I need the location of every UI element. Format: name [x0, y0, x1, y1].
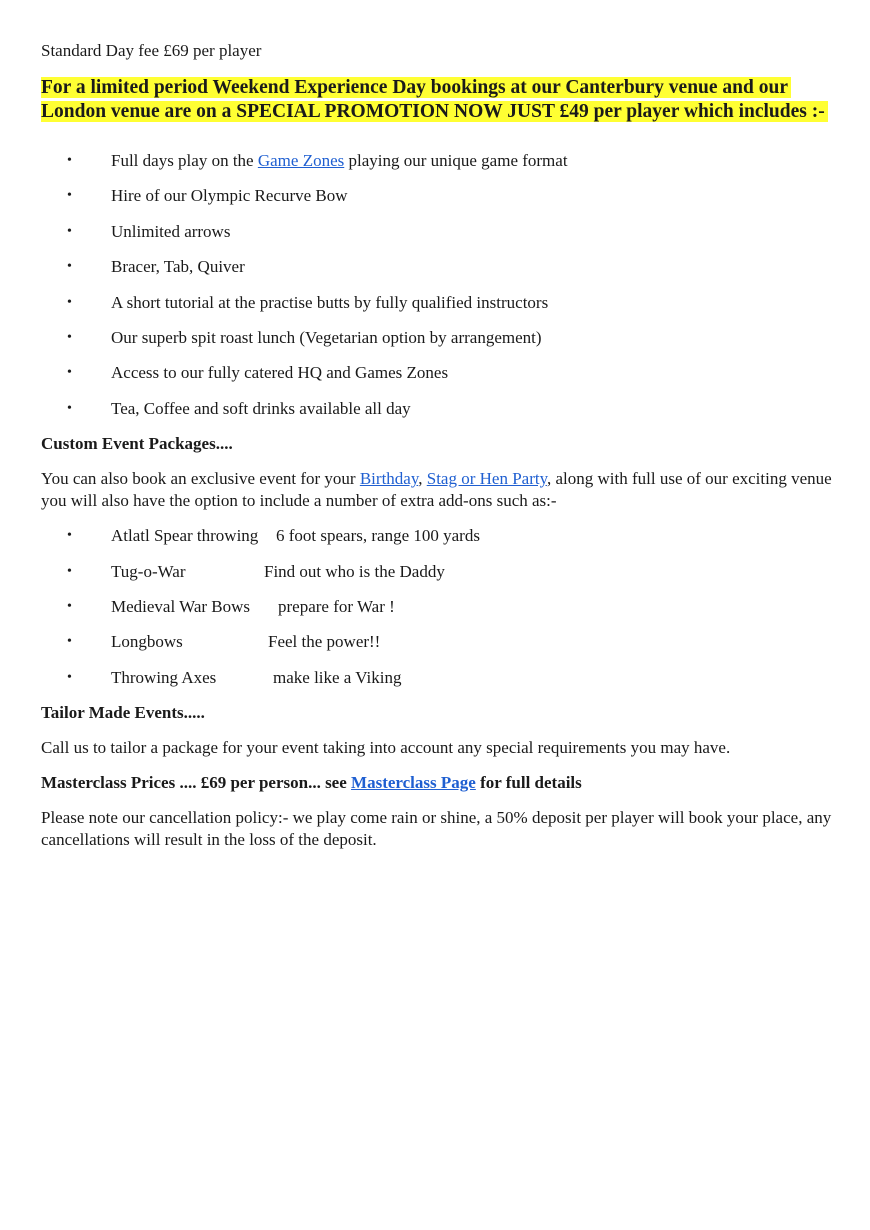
bullet-icon: •	[67, 188, 72, 204]
custom-text: , along with full use of our exciting venue you will also have the option to include a number of extra add-ons such as:-	[41, 469, 832, 511]
custom-text: You can also book an exclusive event for your	[41, 469, 360, 489]
included-item-text: Our superb spit roast lunch (Vegetarian option by arrangement)	[111, 327, 542, 347]
included-item-text: Full days play on the	[111, 151, 258, 170]
list-item	[41, 221, 841, 256]
bullet-icon: •	[67, 528, 72, 544]
addon-name: Throwing Axes	[111, 667, 217, 687]
addon-name: Tug-o-War	[111, 561, 186, 581]
addon-name: Longbows	[111, 632, 183, 652]
bullet-icon: •	[67, 669, 72, 685]
list-item	[41, 150, 841, 185]
included-item-text: A short tutorial at the practise butts by fully qualified instructors	[111, 292, 549, 312]
bullet-icon: •	[67, 400, 72, 416]
masterclass-line	[41, 772, 841, 794]
included-item-text: playing our unique game format	[344, 151, 568, 170]
addon-desc: prepare for War !	[278, 596, 395, 616]
included-item-text: Tea, Coffee and soft drinks available all day	[111, 398, 411, 418]
addon-desc: make like a Viking	[273, 667, 402, 687]
custom-heading: Custom Event Packages....	[41, 434, 233, 454]
addon-name: Atlatl Spear throwing	[111, 526, 259, 546]
custom-text: ,	[418, 469, 427, 489]
list-item	[41, 185, 841, 220]
bullet-icon: •	[67, 329, 72, 345]
bullet-icon: •	[67, 563, 72, 579]
list-item	[41, 667, 841, 702]
list-item	[41, 561, 841, 596]
addon-desc: Feel the power!!	[268, 632, 381, 652]
included-item-text: Access to our fully catered HQ and Games Zones	[111, 363, 449, 383]
bullet-icon: •	[67, 365, 72, 381]
list-item	[41, 596, 841, 631]
standard-fee: Standard Day fee £69 per player	[41, 41, 262, 60]
list-item	[41, 256, 841, 291]
bullet-icon: •	[67, 294, 72, 310]
bullet-icon: •	[67, 598, 72, 614]
addons-list	[41, 525, 841, 702]
document-page	[41, 40, 841, 864]
bullet-icon: •	[67, 259, 72, 275]
cancellation-policy: Please note our cancellation policy:- we play come rain or shine, a 50% deposit per player will book your place, any cancellations will result in the loss of the deposit.	[41, 808, 832, 850]
bullet-icon: •	[67, 634, 72, 650]
masterclass-text: Masterclass Prices .... £69 per person... see	[41, 773, 352, 793]
addon-desc: 6 foot spears, range 100 yards	[276, 526, 480, 546]
bullet-icon: •	[67, 153, 72, 168]
promotion-text: For a limited period Weekend Experience Day bookings at our Canterbury venue and our London venue are on a SPECIAL PROMOTION NOW JUST £49 per player which includes :-	[41, 77, 828, 122]
included-item-text: Unlimited arrows	[111, 221, 231, 241]
masterclass-text: for full details	[475, 773, 582, 793]
stag-hen-link[interactable]: Stag or Hen Party	[426, 469, 547, 489]
included-list	[41, 150, 841, 433]
custom-paragraph	[41, 468, 841, 512]
list-item	[41, 398, 841, 433]
list-item	[41, 525, 841, 560]
included-item-text: Bracer, Tab, Quiver	[111, 257, 245, 277]
list-item	[41, 631, 841, 666]
list-item	[41, 327, 841, 362]
tailor-text: Call us to tailor a package for your event taking into account any special requirements you may have.	[41, 738, 731, 758]
masterclass-page-link[interactable]: Masterclass Page	[351, 773, 476, 793]
birthday-link[interactable]: Birthday	[359, 469, 419, 489]
list-item	[41, 292, 841, 327]
game-zones-link[interactable]: Game Zones	[257, 151, 345, 170]
included-item-text: Hire of our Olympic Recurve Bow	[111, 186, 348, 206]
bullet-icon: •	[67, 223, 72, 239]
list-item	[41, 362, 841, 397]
addon-name: Medieval War Bows	[111, 596, 251, 616]
tailor-heading: Tailor Made Events.....	[41, 703, 205, 723]
addon-desc: Find out who is the Daddy	[264, 561, 445, 581]
promotion-banner	[41, 76, 841, 124]
